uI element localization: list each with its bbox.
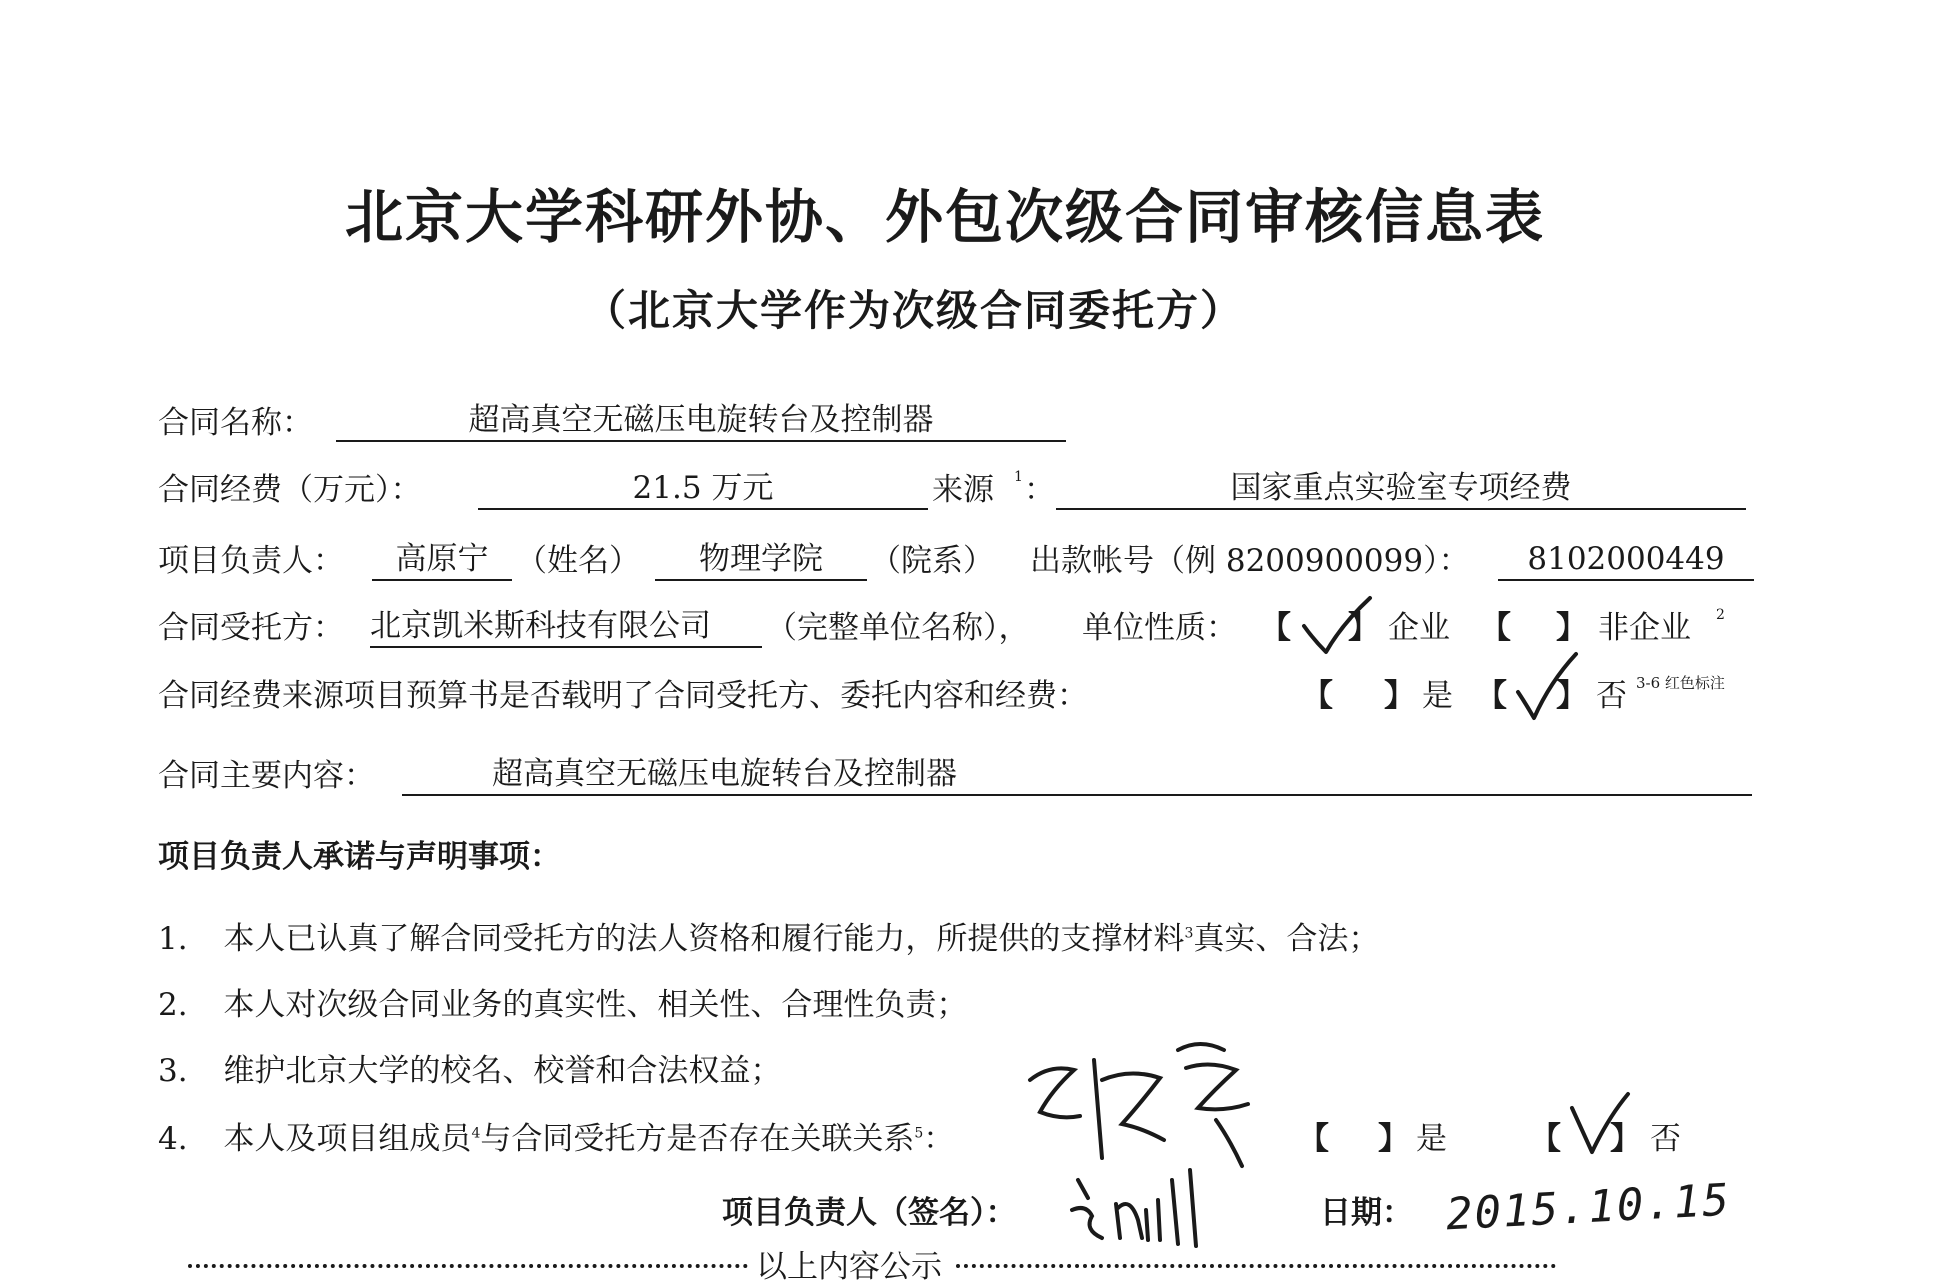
- pi-dept-hint: （院系）: [870, 543, 994, 579]
- commitment-text: 本人对次级合同业务的真实性、相关性、合理性负责；: [223, 987, 968, 1023]
- main-content-value: 超高真空无磁压电旋转台及控制器: [492, 756, 957, 792]
- handwritten-signature-large: [1010, 1020, 1280, 1170]
- fee-source-footnote: 1: [1014, 469, 1023, 485]
- contract-name-value: 超高真空无磁压电旋转台及控制器: [468, 402, 934, 438]
- signature-label: 项目负责人（签名）：: [722, 1195, 1017, 1231]
- contract-name-label: 合同名称：: [158, 405, 313, 441]
- commitment-number: 1.: [158, 921, 188, 957]
- public-notice-divider-left: [188, 1264, 748, 1268]
- pi-label: 项目负责人：: [158, 543, 344, 579]
- public-notice-divider-right: [956, 1264, 1556, 1268]
- commitment-number: 3.: [158, 1053, 188, 1089]
- commitment-footnote: 3: [1184, 925, 1194, 942]
- trustee-label: 合同受托方：: [158, 610, 344, 646]
- fee-source-colon: ：: [1024, 472, 1055, 508]
- non-enterprise-bracket-close: 】: [1556, 610, 1587, 646]
- pi-dept-field: [655, 539, 867, 581]
- handwritten-signature: [1062, 1160, 1242, 1250]
- commitments-heading: 项目负责人承诺与声明事项：: [158, 839, 561, 875]
- related-no-bracket-open: 【: [1530, 1121, 1561, 1157]
- contract-name-field: [336, 400, 1066, 442]
- pi-account-field: [1498, 539, 1754, 581]
- related-yes-bracket-close: 】: [1378, 1121, 1409, 1157]
- main-content-field: [402, 754, 1752, 796]
- commitment-footnote-2: 5: [914, 1125, 924, 1142]
- contract-fee-label: 合同经费（万元）：: [158, 472, 422, 508]
- budget-question-label: 合同经费来源项目预算书是否载明了合同受托方、委托内容和经费：: [158, 678, 1088, 714]
- form-title: 北京大学科研外协、外包次级合同审核信息表: [345, 183, 1546, 251]
- pi-dept-value: 物理学院: [699, 541, 823, 577]
- commitment-number: 2.: [158, 987, 188, 1023]
- trustee-hint: （完整单位名称），: [766, 610, 1030, 646]
- date-value: 2015.10.15: [1444, 1174, 1733, 1241]
- related-option-yes: 是: [1416, 1121, 1447, 1157]
- commitment-text: 本人及项目组成员: [223, 1121, 472, 1157]
- commitment-text: 维护北京大学的校名、校誉和合法权益；: [223, 1053, 782, 1089]
- commitment-item-4: [158, 1121, 955, 1157]
- budget-yes-bracket-close: 】: [1384, 678, 1415, 714]
- contract-fee-field: [478, 468, 928, 510]
- non-enterprise-bracket-open: 【: [1480, 610, 1511, 646]
- related-option-no: 否: [1650, 1121, 1681, 1157]
- related-yes-bracket-open: 【: [1298, 1121, 1329, 1157]
- enterprise-bracket-open: 【: [1260, 610, 1291, 646]
- related-no-bracket-close: 】: [1610, 1121, 1641, 1157]
- trustee-value: 北京凯米斯科技有限公司: [370, 608, 711, 644]
- budget-option-no: 否: [1596, 678, 1627, 714]
- commitment-tail: 与合同受托方是否存在关联关系: [480, 1121, 915, 1157]
- fee-source-value: 国家重点实验室专项经费: [1230, 470, 1572, 506]
- pi-account-label: 出款帐号（例 8200900099）：: [1030, 543, 1470, 579]
- enterprise-bracket-close: 】: [1348, 610, 1379, 646]
- commitment-item-1: [158, 921, 1380, 957]
- pi-name-field: [372, 539, 512, 581]
- budget-no-bracket-open: 【: [1476, 678, 1507, 714]
- trustee-nature-label: 单位性质：: [1082, 610, 1237, 646]
- commitment-end: ：: [923, 1121, 955, 1157]
- budget-yes-bracket-open: 【: [1302, 678, 1333, 714]
- pi-name-value: 高原宁: [395, 541, 489, 577]
- pi-name-hint: （姓名）: [516, 543, 640, 579]
- commitment-text: 本人已认真了解合同受托方的法人资格和履行能力，所提供的支撑材料: [223, 921, 1185, 957]
- fee-source-field: [1056, 468, 1746, 510]
- option-non-enterprise: 非企业: [1598, 610, 1691, 646]
- public-notice-label: 以上内容公示: [756, 1249, 942, 1285]
- fee-source-label: 来源: [932, 472, 994, 508]
- non-enterprise-footnote: 2: [1716, 607, 1725, 623]
- commitment-item-3: [158, 1053, 782, 1089]
- budget-red-mark-note: 3-6 红色标注: [1636, 674, 1725, 692]
- form-subtitle: （北京大学作为次级合同委托方）: [584, 286, 1245, 335]
- option-enterprise: 企业: [1388, 610, 1450, 646]
- commitment-item-2: [158, 987, 968, 1023]
- budget-option-yes: 是: [1422, 678, 1453, 714]
- trustee-field: [370, 606, 762, 648]
- commitment-tail: 真实、合法；: [1193, 921, 1380, 957]
- commitment-footnote: 4: [471, 1125, 481, 1142]
- contract-fee-value: 21.5 万元: [632, 470, 774, 506]
- budget-no-bracket-close: 】: [1556, 678, 1587, 714]
- pi-account-value: 8102000449: [1527, 541, 1725, 577]
- commitment-number: 4.: [158, 1121, 188, 1157]
- date-label: 日期：: [1320, 1195, 1413, 1231]
- main-content-label: 合同主要内容：: [158, 758, 375, 794]
